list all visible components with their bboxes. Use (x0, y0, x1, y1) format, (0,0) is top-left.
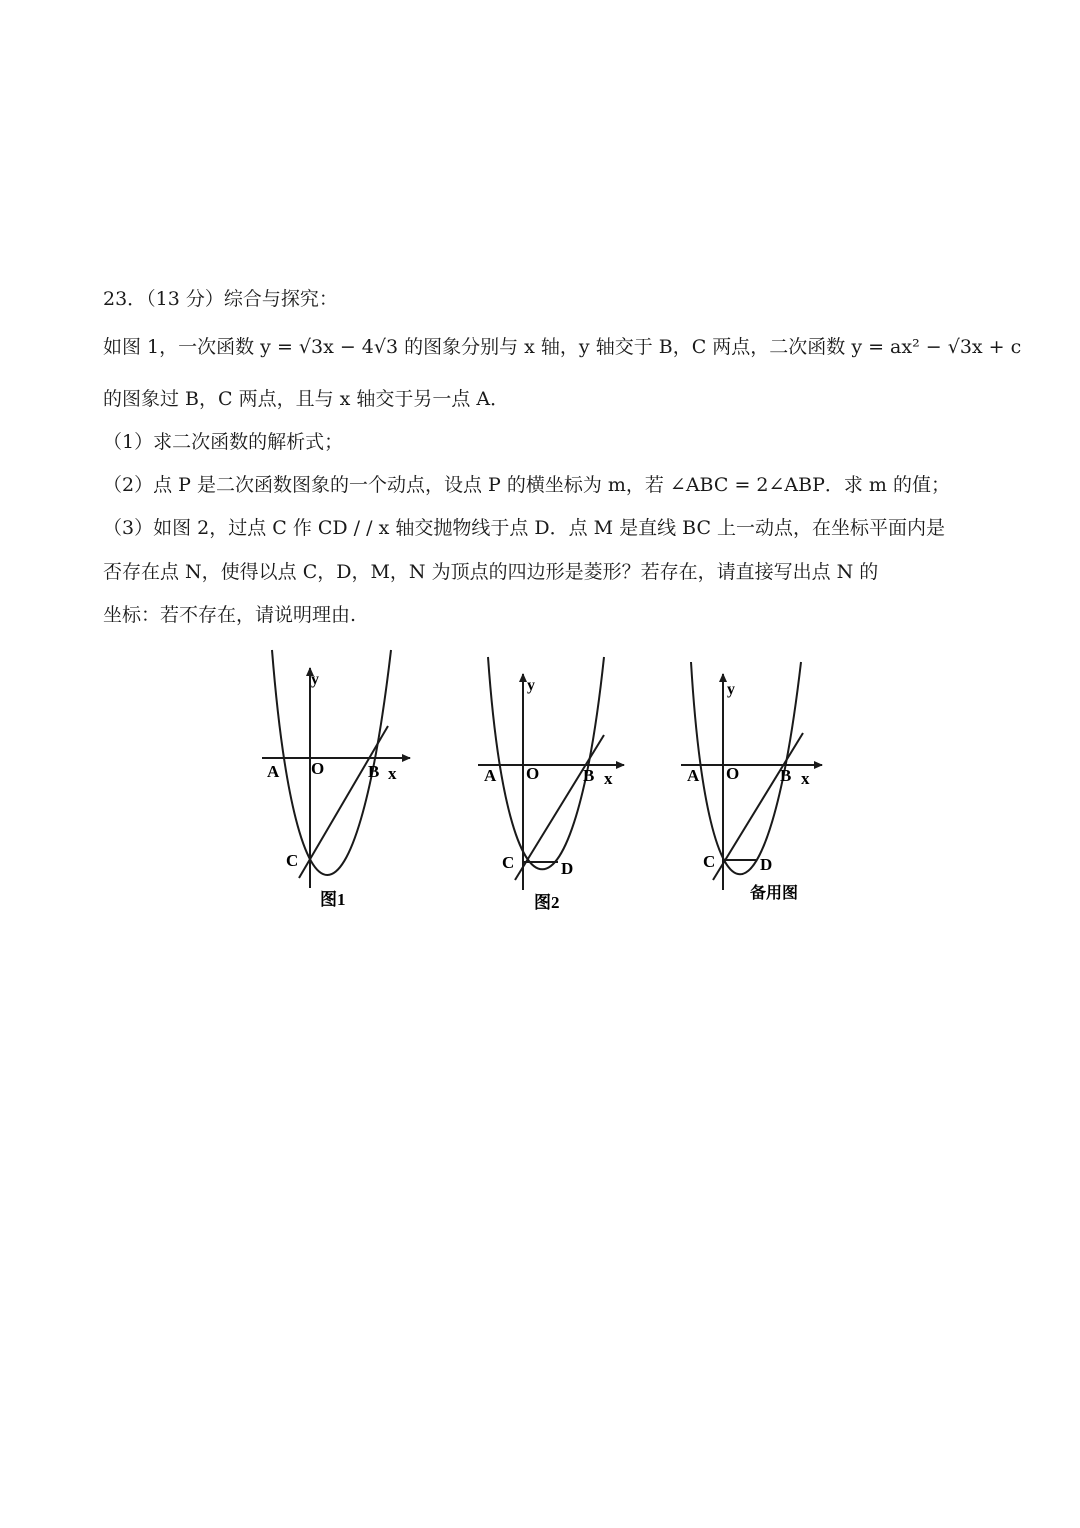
question-2: （2）点 P 是二次函数图象的一个动点，设点 P 的横坐标为 m，若 ∠ABC = 2∠ABP．求 m 的值； (103, 474, 950, 496)
question-3-line1: （3）如图 2，过点 C 作 CD / / x 轴交抛物线于点 D．点 M 是直线 BC 上一动点，在坐标平面内是 (103, 517, 946, 539)
question-3-line3: 坐标：若不存在，请说明理由. (103, 604, 357, 626)
label-a: A (267, 762, 280, 781)
problem-header: 23．（13 分）综合与探究： (103, 288, 338, 310)
label-c: C (502, 853, 515, 872)
caption: 图2 (534, 893, 560, 912)
figure-2 (478, 657, 624, 912)
figure-1 (262, 650, 410, 909)
question-3-line2: 否存在点 N，使得以点 C，D，M，N 为顶点的四边形是菱形？若存在，请直接写出点 N 的 (103, 561, 879, 583)
label-o: O (526, 764, 540, 783)
label-x: x (801, 769, 810, 788)
label-a: A (687, 766, 700, 785)
label-c: C (286, 851, 299, 870)
label-d: D (561, 859, 574, 878)
label-o: O (726, 764, 740, 783)
label-y: y (727, 681, 735, 698)
label-b: B (780, 766, 792, 785)
problem-statement-line1: 如图 1，一次函数 y = √3x − 4√3 的图象分别与 x 轴，y 轴交于 B，C 两点，二次函数 y = ax² − √3x + c (103, 336, 1022, 358)
label-x: x (388, 764, 397, 783)
figure-backup (681, 662, 822, 902)
label-y: y (527, 677, 535, 694)
label-x: x (604, 769, 613, 788)
label-b: B (368, 762, 380, 781)
label-d: D (760, 855, 773, 874)
caption: 备用图 (750, 885, 799, 902)
label-c: C (703, 852, 716, 871)
label-a: A (484, 766, 497, 785)
line-bc (299, 726, 388, 878)
caption: 图1 (320, 890, 346, 909)
label-o: O (311, 759, 325, 778)
label-y: y (311, 671, 319, 688)
label-b: B (583, 766, 595, 785)
line-bc (515, 735, 604, 880)
question-1: （1）求二次函数的解析式； (103, 431, 344, 453)
problem-statement-line2: 的图象过 B，C 两点，且与 x 轴交于另一点 A． (103, 388, 510, 410)
